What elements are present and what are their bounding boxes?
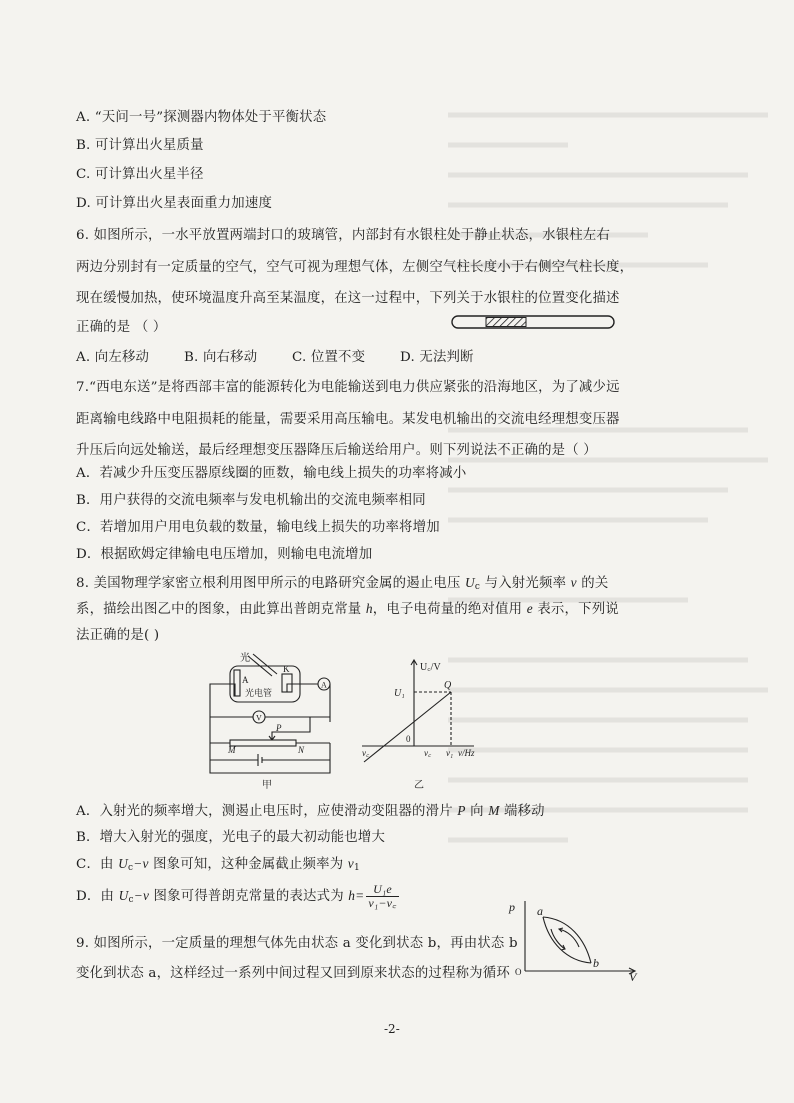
- graph-line: [364, 692, 454, 762]
- symbol-h: h=: [348, 888, 365, 903]
- q9-stem-line-1: 9. 如图所示，一定质量的理想气体先由状态 a 变化到状态 b，再由状态 b: [76, 936, 518, 951]
- q6-stem-line-1: 6. 如图所示，一水平放置两端封口的玻璃管，内部封有水银柱处于静止状态，水银柱左右: [76, 228, 611, 243]
- q8-option-text: 图象可得普朗克常量的表达式为: [149, 889, 349, 904]
- q8-option-text: D．由: [76, 889, 119, 904]
- q7-option-c: C．若增加用户用电负载的数量，输电线上损失的功率将增加: [76, 520, 440, 535]
- symbol-M: M: [488, 803, 500, 818]
- q8-option-a: [76, 800, 545, 819]
- label-end-M: M: [228, 745, 236, 755]
- label-end-N: N: [298, 745, 305, 755]
- point-Q-label: Q: [444, 680, 452, 691]
- vc-left-label: ν꜀: [362, 748, 370, 758]
- q8-stem-line-2: [76, 598, 619, 617]
- bleed-through-texture: [448, 100, 788, 860]
- q8-option-b: B．增大入射光的强度，光电子的最大初动能也增大: [76, 830, 386, 845]
- origin-label: O: [515, 967, 522, 977]
- q6-stem-line-3: 现在缓慢加热，使环境温度升高至某温度，在这一过程中，下列关于水银柱的位置变化描述: [76, 291, 620, 306]
- symbol-U: U: [118, 888, 129, 903]
- fraction-denominator: ν₁−ν꜀: [368, 896, 397, 910]
- page-number: -2-: [384, 1022, 400, 1036]
- subscript-1: 1: [353, 863, 360, 873]
- state-b-label: b: [593, 956, 599, 970]
- q6-option-c: C. 位置不变: [292, 350, 366, 365]
- q8-text: 系，描绘出图乙中的图象，由此算出普朗克常量: [76, 602, 366, 617]
- cycle-curve-upper: [543, 917, 591, 963]
- p-axis-label: p: [509, 900, 515, 914]
- label-anode-A: A: [242, 675, 249, 685]
- q8-option-text: C．由: [76, 857, 119, 872]
- symbol-h: h: [365, 601, 373, 616]
- symbol-U: U: [118, 856, 128, 871]
- pv-cycle-diagram: [505, 895, 645, 985]
- q7-stem-line-1: 7.“西电东送”是将西部丰富的能源转化为电能输送到电力供应紧张的沿海地区，为了减少远: [76, 380, 620, 395]
- fraction-numerator: U₁e: [366, 883, 398, 897]
- q8-text: 的关: [576, 576, 609, 591]
- glass-tube: [452, 316, 614, 328]
- state-a-label: a: [537, 904, 543, 918]
- q7-option-b: B．用户获得的交流电频率与发电机输出的交流电频率相同: [76, 493, 426, 508]
- subscript-c: c: [474, 582, 481, 592]
- glass-tube-figure: [450, 312, 620, 332]
- q8-text: 8. 美国物理学家密立根利用图甲所示的电路研究金属的遏止电压: [76, 576, 466, 591]
- V-axis-label: V: [629, 970, 637, 984]
- q8-text: ，电子电荷量的绝对值用: [372, 602, 527, 617]
- v1-label: ν₁: [446, 748, 454, 758]
- symbol-nu: ν: [347, 856, 354, 871]
- figure-caption-yi: 乙: [414, 780, 425, 791]
- ammeter-symbol: A: [321, 680, 327, 690]
- label-light: 光: [240, 653, 250, 664]
- q7-stem-line-3: 升压后向远处输送，最后经理想变压器降压后输送给用户。则下列说法不正确的是（ ）: [76, 443, 597, 458]
- q7-option-a: A．若减少升压变压器原线圈的匝数，输电线上损失的功率将减小: [76, 466, 467, 481]
- label-slider-P: P: [276, 723, 282, 733]
- U1-label: U₁: [394, 688, 405, 699]
- symbol-nu: −ν: [133, 856, 149, 871]
- q8-text: 表示，下列说: [532, 602, 619, 617]
- origin-label: 0: [406, 734, 411, 744]
- q7-option-d: D．根据欧姆定律输电电压增加，则输电电流增加: [76, 547, 373, 562]
- q6-option-b: B. 向右移动: [184, 350, 258, 365]
- mercury-column: [486, 318, 526, 327]
- symbol-nu: −ν: [133, 888, 150, 903]
- x-axis-label: ν/Hz: [458, 748, 475, 758]
- subscript-c: c: [128, 895, 134, 905]
- voltmeter-symbol: V: [256, 713, 262, 723]
- q8-option-d: [76, 883, 399, 910]
- q8-stem-line-3: 法正确的是( ): [76, 628, 160, 643]
- q6-stem-line-4: 正确的是 （ ）: [76, 320, 167, 335]
- q5-option-b: B. 可计算出火星质量: [76, 138, 204, 153]
- cycle-curve-lower: [543, 917, 591, 963]
- figure-caption-jia: 甲: [262, 780, 273, 791]
- symbol-P: P: [457, 803, 466, 818]
- q8-option-text: 图象可知，这种金属截止频率为: [148, 857, 348, 872]
- vc-label: ν꜀: [424, 748, 432, 758]
- q8-option-text: 端移动: [499, 804, 545, 819]
- q8-option-c: [76, 853, 360, 873]
- q8-text: 与入射光频率: [480, 576, 571, 591]
- q6-stem-line-2: 两边分别封有一定质量的空气，空气可视为理想气体，左侧空气柱长度小于右侧空气柱长度，: [76, 260, 634, 275]
- label-cathode-K: K: [283, 664, 290, 674]
- symbol-nu: ν: [570, 575, 577, 590]
- q6-option-d: D. 无法判断: [400, 350, 474, 365]
- uc-nu-graph-yi: [354, 652, 484, 772]
- q5-option-c: C. 可计算出火星半径: [76, 167, 204, 182]
- q8-option-text: 向: [465, 804, 489, 819]
- planck-fraction: [366, 883, 398, 910]
- q9-stem-line-2: 变化到状态 a，这样经过一系列中间过程又回到原来状态的过程称为循环: [76, 966, 510, 981]
- circuit-diagram-jia: [200, 650, 340, 782]
- q5-option-d: D. 可计算出火星表面重力加速度: [76, 196, 273, 211]
- q8-option-text: A．入射光的频率增大，测遏止电压时，应使滑动变阻器的滑片: [76, 804, 458, 819]
- q6-option-a: A. 向左移动: [76, 350, 150, 365]
- label-phototube: 光电管: [245, 688, 273, 698]
- q8-stem-line-1: [76, 572, 608, 592]
- y-axis-label: U꜀/V: [420, 662, 441, 673]
- q7-stem-line-2: 距离输电线路中电阻损耗的能量，需要采用高压输电。某发电机输出的交流电经理想变压器: [76, 412, 620, 427]
- symbol-e: e: [526, 601, 533, 616]
- q5-option-a: A. “天问一号”探测器内物体处于平衡状态: [76, 110, 327, 125]
- symbol-U: U: [465, 575, 475, 590]
- subscript-c: c: [127, 863, 134, 873]
